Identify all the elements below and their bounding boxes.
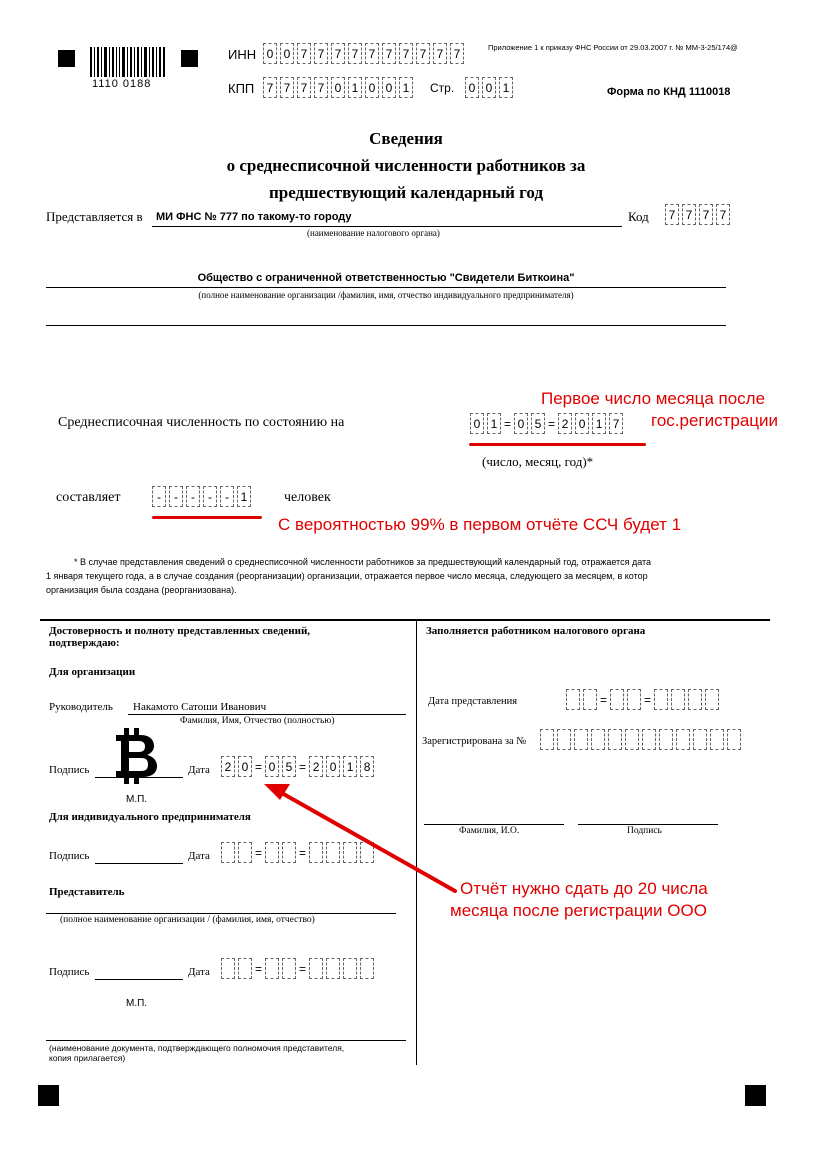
organization-underline-2 (46, 325, 726, 326)
bitcoin-signature-icon (112, 728, 158, 789)
code-digit: 7 (699, 204, 713, 225)
empty-cell[interactable] (710, 729, 724, 750)
fio-label: Фамилия, И.О. (459, 826, 520, 836)
empty-cell[interactable] (326, 958, 340, 979)
manager-hint: Фамилия, Имя, Отчество (полностью) (180, 716, 335, 726)
code-digit: 7 (682, 204, 696, 225)
footnote (46, 555, 776, 597)
empty-cell[interactable] (591, 729, 605, 750)
footnote-line-2: 1 января текущего года, а в случае создания (реорганизации) организации, отражается первое число месяца, следующего за месяцем, в котор (46, 571, 648, 581)
rep-underline (46, 913, 396, 914)
empty-cell[interactable] (693, 729, 707, 750)
reg-number-cells (540, 729, 744, 750)
amount-underline-highlight (152, 516, 262, 519)
rep-sign-label: Подпись (49, 966, 90, 978)
corner-marker-top-right (181, 50, 198, 67)
sign-date-digit: 2 (309, 756, 323, 777)
org-heading: Для организации (49, 666, 136, 678)
ip-sign-label: Подпись (49, 850, 90, 862)
empty-cell[interactable] (540, 729, 554, 750)
rep-sign-underline (95, 979, 183, 980)
inn-digit: 7 (365, 43, 379, 64)
appendix-note: Приложение 1 к приказу ФНС России от 29.03.2007 г. № ММ-3-25/174@ (488, 43, 738, 52)
rep-date-cells (221, 958, 377, 979)
date-digit: 0 (514, 413, 528, 434)
kpp-digit: 1 (348, 77, 362, 98)
kpp-digit: 0 (365, 77, 379, 98)
empty-cell[interactable] (676, 729, 690, 750)
empty-cell[interactable] (610, 689, 624, 710)
amount-digit: 1 (237, 486, 251, 507)
empty-cell[interactable] (557, 729, 571, 750)
annotation-deadline-line-2: месяца после регистрации ООО (450, 901, 707, 920)
doc-hint-line-2: копия прилагается) (49, 1053, 126, 1063)
kpp-digit: 7 (280, 77, 294, 98)
corner-marker-bottom-left (38, 1085, 59, 1106)
date-separator: = (548, 416, 556, 431)
title-line-2: о среднесписочной численности работников за (226, 156, 586, 175)
code-digit: 7 (716, 204, 730, 225)
headcount-date-cells (470, 413, 626, 434)
kpp-digit: 7 (263, 77, 277, 98)
rep-heading: Представитель (49, 886, 125, 898)
empty-cell[interactable] (343, 958, 357, 979)
date-separator: = (299, 961, 307, 976)
sign-date-digit: 1 (343, 756, 357, 777)
date-digit: 1 (487, 413, 501, 434)
tax-office-hint: (наименование налогового органа) (307, 228, 440, 238)
manager-name: Накамото Сатоши Иванович (133, 701, 267, 713)
ip-date-label: Дата (188, 850, 210, 862)
amount-unit: человек (284, 490, 331, 505)
inn-digit: 0 (280, 43, 294, 64)
tax-officer-heading: Заполняется работником налогового органа (426, 625, 646, 637)
empty-cell[interactable] (566, 689, 580, 710)
inn-digit: 7 (433, 43, 447, 64)
manager-label: Руководитель (49, 701, 113, 713)
empty-cell[interactable] (238, 958, 252, 979)
organization-name: Общество с ограниченной ответственностью "Свидетели Биткоина" (197, 272, 575, 284)
date-separator: = (255, 845, 263, 860)
footnote-line-1: * В случае представления сведений о среднесписочной численности работников за предшествующий календарный год, отражается дата (74, 557, 652, 567)
page-digit: 0 (465, 77, 479, 98)
code-cells (665, 204, 733, 225)
date-separator: = (299, 759, 307, 774)
tax-office-name: МИ ФНС № 777 по такому-то городу (156, 211, 352, 223)
sign-date-digit: 0 (265, 756, 279, 777)
kpp-digit: 1 (399, 77, 413, 98)
inn-digit: 7 (348, 43, 362, 64)
section-top-border (40, 619, 770, 621)
empty-cell[interactable] (583, 689, 597, 710)
date-digit: 2 (558, 413, 572, 434)
kpp-digit: 7 (297, 77, 311, 98)
barcode-number: 1110 0188 (92, 78, 152, 90)
date-separator: = (299, 845, 307, 860)
inn-digit: 0 (263, 43, 277, 64)
annotation-first-day-line-2: гос.регистрации (651, 411, 779, 430)
amount-digit: - (152, 486, 166, 507)
date-digit: 7 (609, 413, 623, 434)
inn-digit: 7 (331, 43, 345, 64)
barcode-icon (90, 45, 166, 79)
footnote-line-3: организация была создана (реорганизована). (46, 585, 237, 595)
amount-digit: - (186, 486, 200, 507)
empty-cell[interactable] (221, 842, 235, 863)
sign-label: Подпись (49, 764, 90, 776)
empty-cell[interactable] (625, 729, 639, 750)
empty-cell[interactable] (282, 958, 296, 979)
submitted-label: Представляется в (46, 209, 143, 224)
inn-cells (263, 43, 467, 64)
barcode (90, 45, 166, 79)
code-digit: 7 (665, 204, 679, 225)
title-line-3: предшествующий календарный год (268, 183, 544, 202)
page-title (0, 125, 812, 206)
kpp-label: КПП (228, 81, 255, 96)
date-separator: = (600, 692, 608, 707)
date-digit: 0 (575, 413, 589, 434)
empty-cell[interactable] (642, 729, 656, 750)
empty-cell[interactable] (309, 958, 323, 979)
doc-hint-line-1: (наименование документа, подтверждающего полномочия представителя, (49, 1043, 345, 1053)
sign-date-digit: 5 (282, 756, 296, 777)
rep-hint: (полное наименование организации / (фамилия, имя, отчество) (60, 915, 315, 925)
date-digit: 5 (531, 413, 545, 434)
annotation-first-day-line-1: Первое число месяца после (541, 389, 766, 408)
rep-stamp-label: М.П. (126, 998, 148, 1009)
sign-underline (95, 777, 183, 778)
stamp-label: М.П. (126, 794, 148, 805)
amount-digit: - (220, 486, 234, 507)
empty-cell[interactable] (659, 729, 673, 750)
inn-digit: 7 (416, 43, 430, 64)
inn-digit: 7 (297, 43, 311, 64)
organization-underline (46, 287, 726, 288)
amount-cells (152, 486, 254, 507)
rep-date-label: Дата (188, 966, 210, 978)
empty-cell[interactable] (727, 729, 741, 750)
doc-hint (49, 1043, 344, 1063)
page-cells (465, 77, 516, 98)
empty-cell[interactable] (360, 958, 374, 979)
tax-office-underline (152, 226, 622, 227)
form-code: Форма по КНД 1110018 (607, 86, 731, 98)
headcount-label: Среднесписочная численность по состоянию на (58, 415, 345, 430)
kpp-digit: 0 (382, 77, 396, 98)
kpp-digit: 0 (331, 77, 345, 98)
sign-date-digit: 0 (326, 756, 340, 777)
organization-hint: (полное наименование организации /фамилия, имя, отчество индивидуального предпринимателя) (198, 290, 574, 300)
amount-label: составляет (56, 490, 121, 505)
code-label: Код (628, 209, 649, 224)
submit-date-label: Дата представления (428, 696, 518, 707)
date-digit: 1 (592, 413, 606, 434)
empty-cell[interactable] (627, 689, 641, 710)
amount-digit: - (203, 486, 217, 507)
amount-digit: - (169, 486, 183, 507)
inn-digit: 7 (314, 43, 328, 64)
reg-label: Зарегистрирована за № (422, 736, 527, 747)
date-separator: = (644, 692, 652, 707)
inn-digit: 7 (450, 43, 464, 64)
page-label: Стр. (430, 81, 455, 95)
annotation-probability: С вероятностью 99% в первом отчёте ССЧ будет 1 (278, 515, 682, 534)
sign-date-digit: 2 (221, 756, 235, 777)
submit-date-cells (566, 689, 722, 710)
inn-digit: 7 (399, 43, 413, 64)
inn-digit: 7 (382, 43, 396, 64)
date-underline-highlight (469, 443, 646, 446)
kpp-cells (263, 77, 416, 98)
empty-cell[interactable] (608, 729, 622, 750)
title-line-1: Сведения (369, 129, 443, 148)
manager-underline (128, 714, 406, 715)
doc-underline (46, 1040, 406, 1041)
inn-label: ИНН (228, 47, 257, 62)
officer-sign-label: Подпись (627, 826, 662, 836)
sign-date-digit: 0 (238, 756, 252, 777)
empty-cell[interactable] (654, 689, 668, 710)
date-digit: 0 (470, 413, 484, 434)
sign-date-digit: 8 (360, 756, 374, 777)
empty-cell[interactable] (671, 689, 685, 710)
date-hint: (число, месяц, год)* (482, 454, 594, 469)
page-digit: 0 (482, 77, 496, 98)
ip-sign-underline (95, 863, 183, 864)
confirm-heading: Достоверность и полноту представленных сведений, подтверждаю: (49, 625, 311, 649)
empty-cell[interactable] (705, 689, 719, 710)
page-digit: 1 (499, 77, 513, 98)
officer-sign-underline (578, 824, 718, 825)
empty-cell[interactable] (265, 958, 279, 979)
empty-cell[interactable] (221, 958, 235, 979)
deadline-arrow-icon (250, 770, 470, 910)
sign-date-label: Дата (188, 764, 210, 776)
empty-cell[interactable] (574, 729, 588, 750)
corner-marker-bottom-right (745, 1085, 766, 1106)
date-separator: = (255, 961, 263, 976)
annotation-deadline-line-1: Отчёт нужно сдать до 20 числа (460, 879, 708, 898)
date-separator: = (504, 416, 512, 431)
empty-cell[interactable] (688, 689, 702, 710)
date-separator: = (255, 759, 263, 774)
kpp-digit: 7 (314, 77, 328, 98)
ip-heading: Для индивидуального предпринимателя (49, 811, 251, 823)
corner-marker-top-left (58, 50, 75, 67)
